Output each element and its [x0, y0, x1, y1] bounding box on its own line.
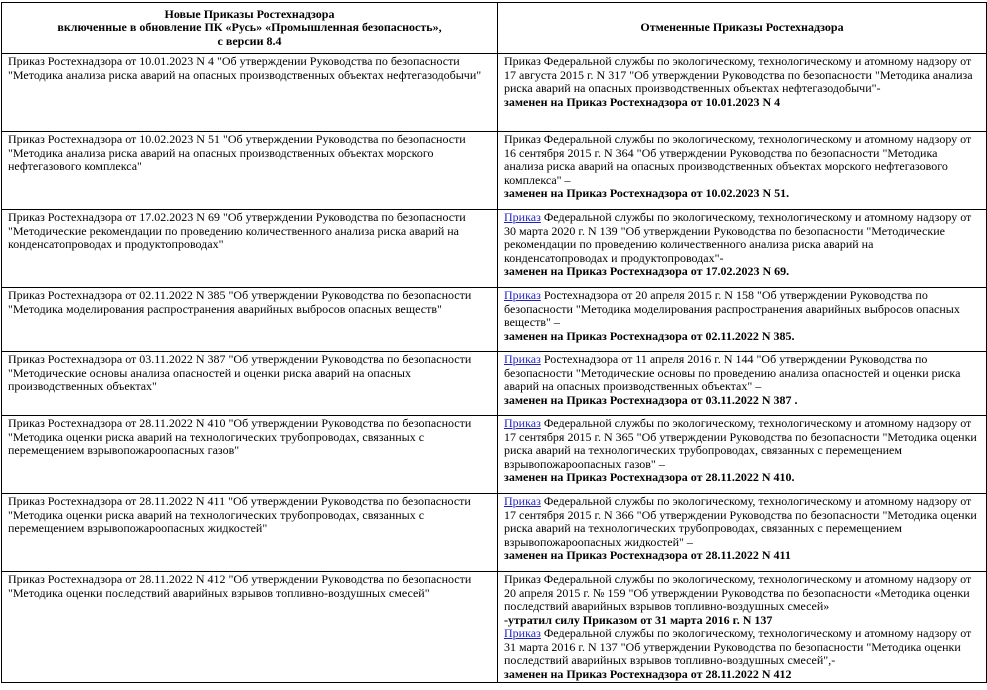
old-order-cell	[498, 352, 987, 416]
old-order-text: Ростехнадзора от 20 апреля 2015 г. N 158 "Об утверждении Руководства по безопасности "Методика моделирования распространения аварийных выбросов опасных веществ" –	[504, 288, 960, 329]
old-order-cell	[498, 288, 987, 352]
order-link[interactable]: Приказ	[504, 288, 541, 302]
header-left-line3: с версии 8.4	[217, 33, 282, 48]
header-left-line1: Новые Приказы Ростехнадзора	[164, 6, 335, 21]
new-order-cell: Приказ Ростехнадзора от 28.11.2022 N 412 "Об утверждении Руководства по безопасности "Методика оценки последствий аварийных взрывов топливно-воздушных смесей"	[2, 572, 498, 683]
replaced-note: заменен на Приказ Ростехнадзора от 10.02.2023 N 51.	[504, 186, 790, 200]
old-order-cell	[498, 416, 987, 494]
orders-table	[1, 2, 987, 683]
expired-note: -утратил силу Приказом от 31 марта 2016 г. N 137	[504, 612, 773, 627]
table-row	[2, 132, 987, 210]
old-order-text: Приказ Федеральной службы по экологическому, технологическому и атомному надзору от 16 сентября 2015 г. N 364 "Об утверждении Руководства по безопасности "Методика анализа риска аварий на опасных производственных объектах морского нефтегазового комплекса" –	[504, 132, 972, 187]
new-order-cell: Приказ Ростехнадзора от 10.01.2023 N 4 "Об утверждении Руководства по безопасности "Методика анализа риска аварий на опасных производственных объектах нефтегазодобычи"	[2, 54, 498, 132]
new-order-cell: Приказ Ростехнадзора от 02.11.2022 N 385 "Об утверждении Руководства по безопасности "Методика моделирования распространения аварийных выбросов опасных веществ"	[2, 288, 498, 352]
table-row	[2, 54, 987, 132]
table-row	[2, 352, 987, 416]
order-link[interactable]: Приказ	[504, 494, 541, 508]
header-left-line2: включенные в обновление ПК «Русь» «Промышленная безопасность»,	[57, 20, 442, 35]
replaced-note: заменен на Приказ Ростехнадзора от 17.02.2023 N 69.	[504, 264, 790, 278]
table-row	[2, 494, 987, 572]
replaced-note: заменен на Приказ Ростехнадзора от 28.11.2022 N 411	[504, 548, 791, 562]
old-order-text: Ростехнадзора от 11 апреля 2016 г. N 144 "Об утверждении Руководства по безопасности "Методические основы по проведению анализа опасностей и оценки риска аварий на опасных производственных объектах" –	[504, 352, 961, 393]
old-order-cell	[498, 54, 987, 132]
new-order-cell: Приказ Ростехнадзора от 03.11.2022 N 387 "Об утверждении Руководства по безопасности "Методические основы анализа опасностей и оценки риска аварий на опасных производственных объектах"	[2, 352, 498, 416]
old-order-text: Федеральной службы по экологическому, технологическому и атомному надзору от 17 сентября 2015 г. N 366 "Об утверждении Руководства по безопасности "Методика оценки риска аварий на технологических трубопроводах, связанных с перемещением взрывопожароопасных жидкостей" –	[504, 494, 977, 549]
new-order-cell: Приказ Ростехнадзора от 28.11.2022 N 410 "Об утверждении Руководства по безопасности "Методика оценки риска аварий на технологических трубопроводах, связанных с перемещением взрывопожароопасных газов"	[2, 416, 498, 494]
old-order-text: Федеральной службы по экологическому, технологическому и атомному надзору от 31 марта 2016 г. N 137 "Об утверждении Руководства по безопасности "Методика оценки последствий аварийных взрывов топливно-воздушных смесей",-	[504, 626, 972, 667]
old-order-cell	[498, 132, 987, 210]
table-row	[2, 572, 987, 683]
new-order-cell: Приказ Ростехнадзора от 28.11.2022 N 411 "Об утверждении Руководства по безопасности "Методика оценки риска аварий на технологических трубопроводах, связанных с перемещением взрывопожароопасных жидкостей"	[2, 494, 498, 572]
table-row	[2, 210, 987, 288]
new-order-cell: Приказ Ростехнадзора от 17.02.2023 N 69 "Об утверждении Руководства по безопасности "Методические рекомендации по проведению количественного анализа риска аварий на конденсатопроводах и продуктопроводах"	[2, 210, 498, 288]
order-link[interactable]: Приказ	[504, 626, 541, 640]
replaced-note: заменен на Приказ Ростехнадзора от 28.11.2022 N 412	[504, 666, 792, 681]
order-link[interactable]: Приказ	[504, 352, 541, 366]
replaced-note: заменен на Приказ Ростехнадзора от 28.11.2022 N 410.	[504, 470, 795, 484]
table-row	[2, 288, 987, 352]
old-order-cell	[498, 572, 987, 683]
replaced-note: заменен на Приказ Ростехнадзора от 02.11.2022 N 385.	[504, 328, 795, 343]
old-order-text: Федеральной службы по экологическому, технологическому и атомному надзору от 17 сентября 2015 г. N 365 "Об утверждении Руководства по безопасности "Методика оценки риска аварий на технологических трубопроводах, связанных с перемещением взрывопожароопасных газов" –	[504, 416, 977, 471]
new-order-cell: Приказ Ростехнадзора от 10.02.2023 N 51 "Об утверждении Руководства по безопасности "Методика анализа риска аварий на опасных производственных объектах морского нефтегазового комплекса"	[2, 132, 498, 210]
table-header-row	[2, 3, 987, 54]
old-order-text: Приказ Федеральной службы по экологическому, технологическому и атомному надзору от 20 апреля 2015 г. № 159 "Об утверждении Руководства по безопасности «Методика оценки последствий аварийных взрывов топливно-воздушных смесей»	[504, 572, 972, 613]
order-link[interactable]: Приказ	[504, 210, 541, 224]
header-cancelled-orders: Отмененные Приказы Ростехнадзора	[498, 3, 987, 54]
old-order-cell	[498, 494, 987, 572]
table-row	[2, 416, 987, 494]
old-order-text: Федеральной службы по экологическому, технологическому и атомному надзору от 30 марта 2020 г. N 139 "Об утверждении Руководства по безопасности "Методические рекомендации по проведению количественного анализа риска аварий на конденсатопроводах и продуктопроводах"-	[504, 210, 972, 265]
old-order-second	[504, 627, 980, 668]
replaced-note: заменен на Приказ Ростехнадзора от 03.11.2022 N 387 .	[504, 392, 798, 407]
replaced-note: заменен на Приказ Ростехнадзора от 10.01.2023 N 4	[504, 94, 781, 109]
order-link[interactable]: Приказ	[504, 416, 541, 430]
old-order-text: Приказ Федеральной службы по экологическому, технологическому и атомному надзору от 17 августа 2015 г. N 317 "Об утверждении Руководства по безопасности "Методика анализа риска аварий на опасных производственных объектах нефтегазодобычи"-	[504, 54, 973, 95]
header-new-orders	[2, 3, 498, 54]
old-order-cell	[498, 210, 987, 288]
